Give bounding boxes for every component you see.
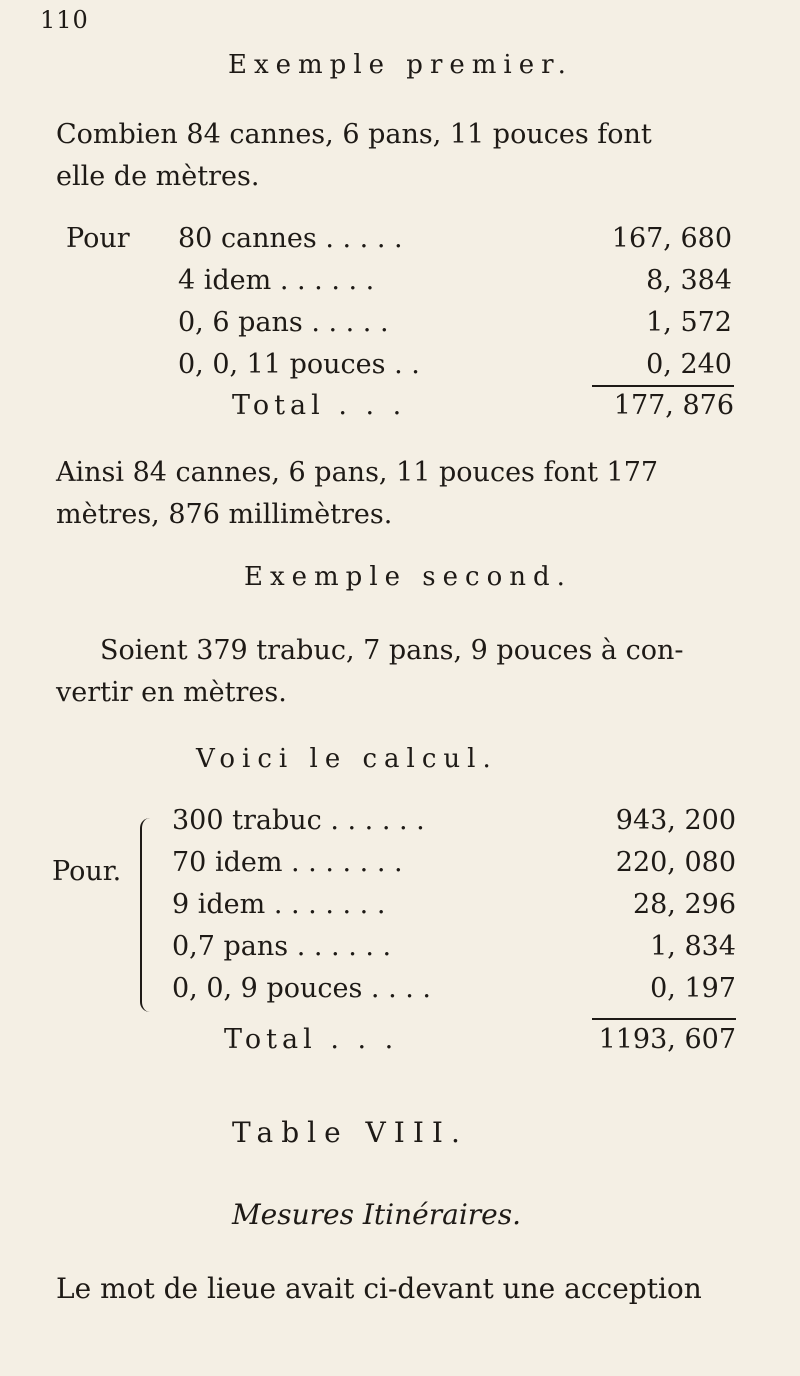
calc-row-label: 0, 0, 9 pouces . . . . (172, 973, 431, 1004)
calc-row-value: 0, 197 (650, 973, 736, 1004)
brace (140, 818, 154, 1012)
calc-row (172, 968, 736, 1010)
calculation-heading: Voici le calcul. (196, 744, 498, 774)
example-1-conclusion-line-2: mètres, 876 millimètres. (56, 499, 393, 530)
sum-rule (592, 385, 734, 387)
example-2-total-value: 1193, 607 (598, 1024, 736, 1055)
calc-row (172, 842, 736, 884)
calc-row-label: 300 trabuc . . . . . . (172, 805, 425, 836)
calc-row-label: 9 idem . . . . . . . (172, 889, 386, 920)
example-1-total-label: Total . . . (232, 390, 407, 421)
example-1-heading: Exemple premier. (228, 50, 573, 80)
calc-row-label: 0, 6 pans . . . . . (178, 307, 389, 338)
calc-row-value: 1, 572 (646, 307, 732, 338)
page-number: 110 (40, 6, 89, 34)
example-2-statement-line-2: vertir en mètres. (56, 677, 287, 708)
calc-row-label: 0, 0, 11 pouces . . (178, 349, 420, 380)
example-1-calculation (178, 218, 732, 388)
calc-row (178, 260, 732, 302)
example-2-total-label: Total . . . (224, 1024, 399, 1055)
calc-row-label: 0,7 pans . . . . . . (172, 931, 392, 962)
table-subtitle: Mesures Itinéraires. (232, 1198, 521, 1231)
calc-row-value: 8, 384 (646, 265, 732, 296)
calc-row (178, 302, 732, 344)
calc-row-label: 4 idem . . . . . . (178, 265, 375, 296)
calc-row (178, 218, 732, 260)
calc-row-label: 70 idem . . . . . . . (172, 847, 403, 878)
calc-row (172, 926, 736, 968)
table-title: Table VIII. (232, 1116, 468, 1149)
example-1-question-line-1: Combien 84 cannes, 6 pans, 11 pouces font (56, 119, 652, 150)
calc-row-value: 943, 200 (615, 805, 736, 836)
calc-row-value: 220, 080 (615, 847, 736, 878)
calc-row-value: 167, 680 (611, 223, 732, 254)
calc-row-value: 28, 296 (632, 889, 736, 920)
example-1-question-line-2: elle de mètres. (56, 161, 260, 192)
calc-row (172, 884, 736, 926)
calc-row-value: 1, 834 (650, 931, 736, 962)
calc-row-label: 80 cannes . . . . . (178, 223, 403, 254)
example-1-conclusion-line-1: Ainsi 84 cannes, 6 pans, 11 pouces font 177 (56, 457, 659, 488)
calc-row (172, 800, 736, 842)
example-2-calculation (172, 800, 736, 1015)
calc-row-value: 0, 240 (646, 349, 732, 380)
sum-rule (592, 1018, 736, 1020)
example-2-pour: Pour. (52, 856, 122, 887)
calc-row (178, 344, 732, 386)
table-first-line: Le mot de lieue avait ci-devant une acception (56, 1272, 702, 1305)
example-1-pour: Pour (66, 223, 130, 254)
example-2-statement-line-1: Soient 379 trabuc, 7 pans, 9 pouces à con- (100, 635, 684, 666)
example-2-heading: Exemple second. (244, 562, 572, 592)
example-1-total-value: 177, 876 (613, 390, 734, 421)
